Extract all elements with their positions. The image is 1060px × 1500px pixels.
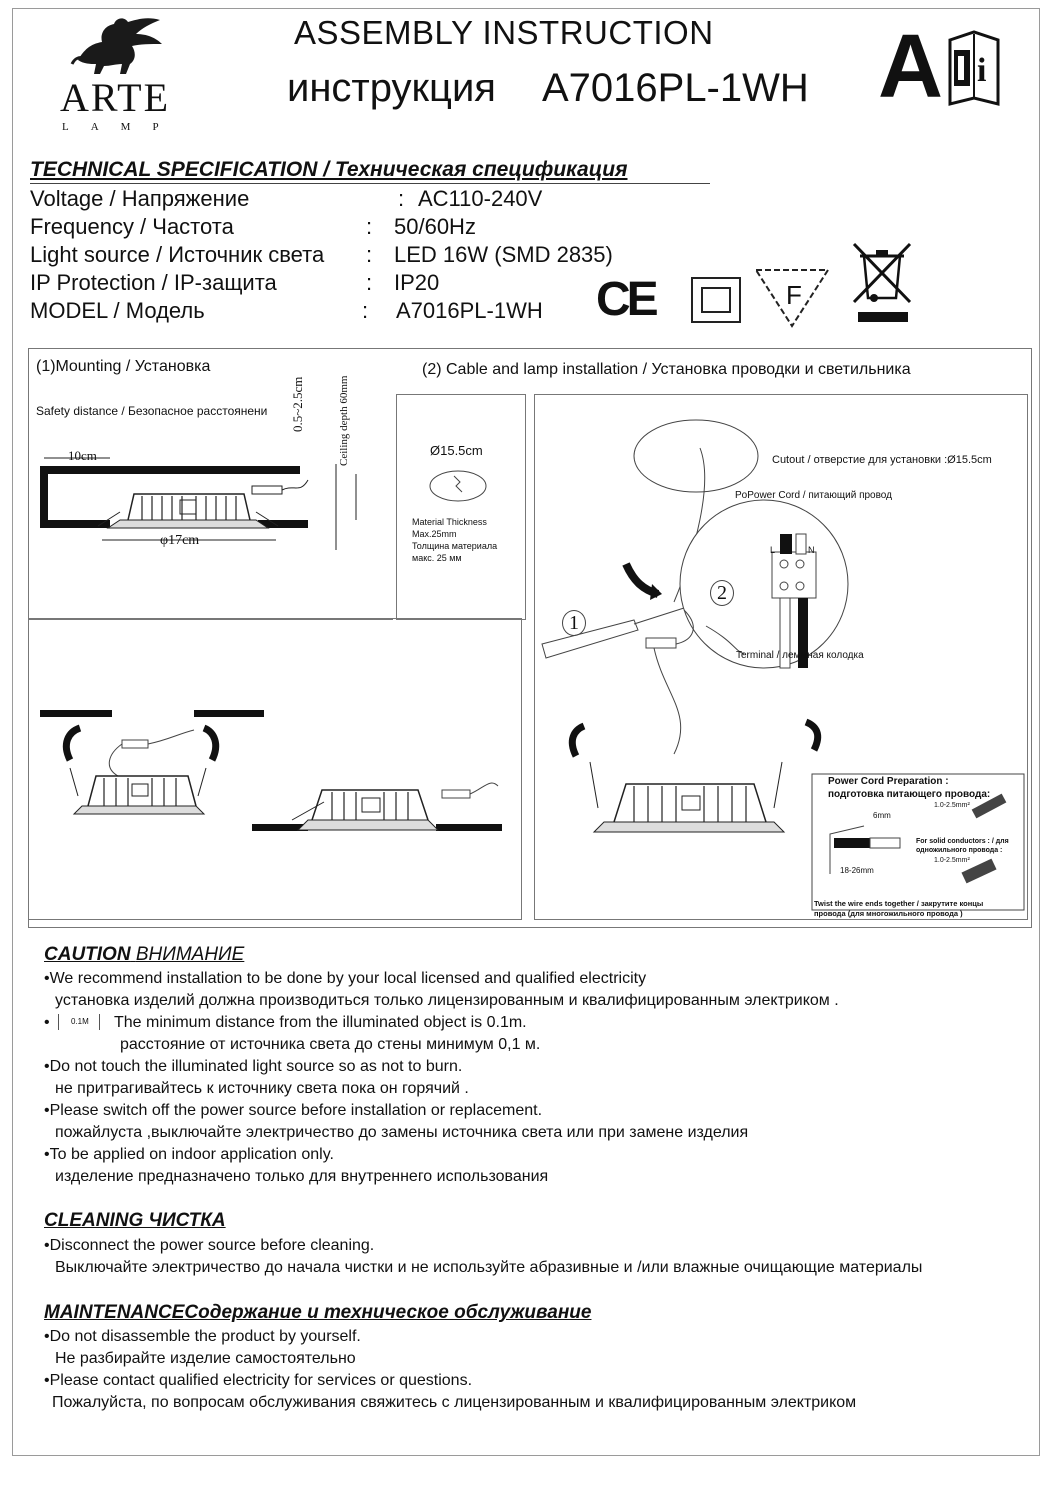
spec-value-light-source: LED 16W (SMD 2835): [394, 242, 613, 267]
ceiling-depth-label: Ceiling depth 60mm: [338, 375, 350, 466]
caution-bullet: •: [44, 1014, 50, 1031]
dim-10cm: 10cm: [68, 448, 97, 463]
info-book-icon: [946, 30, 1002, 110]
ce-mark-icon: CE: [596, 273, 655, 326]
caution-heading-ru: ВНИМАНИЕ: [135, 944, 245, 965]
model-number: A7016PL-1WH: [541, 66, 809, 110]
min-distance-value: 0.1M: [71, 1017, 89, 1026]
terminal-n-label: N: [808, 545, 815, 555]
cleaning-line: •Disconnect the power source before cleaning.: [44, 1237, 375, 1254]
caution-line: изделение предназначено только для внутреннего использования: [55, 1168, 549, 1185]
spec-value-frequency: 50/60Hz: [394, 214, 476, 239]
step-2-label: 2: [710, 580, 734, 606]
document-subtitle: [287, 66, 809, 111]
spec-row-light-source: Light source / Источник света: [30, 242, 325, 267]
strip-6mm: 6mm: [873, 811, 891, 820]
document-title: ASSEMBLY INSTRUCTION: [294, 14, 714, 51]
material-line: макс. 25 мм: [412, 553, 462, 563]
spec-value-ip: IP20: [394, 270, 440, 295]
caution-line: •To be applied on indoor application only.: [44, 1146, 334, 1163]
assembly-letter-icon: A: [878, 17, 943, 117]
spec-label: Voltage / Напряжение: [30, 186, 250, 211]
cutout-label: Cutout / отверстие для установки :Ø15.5cm: [772, 454, 992, 466]
maintenance-line: Не разбирайте изделие самостоятельно: [55, 1350, 356, 1367]
brand-subtitle: LAMP: [62, 121, 181, 133]
spec-heading-rule: [30, 183, 710, 184]
maintenance-line: •Do not disassemble the product by yourself.: [44, 1328, 361, 1345]
material-line: Material Thickness: [412, 517, 487, 527]
wire-size-2: 1.0-2.5mm²: [934, 857, 970, 864]
cleaning-heading: CLEANING ЧИСТКА: [44, 1210, 226, 1231]
f-mark-letter: F: [786, 280, 802, 310]
step-1-label: 1: [562, 610, 586, 636]
terminal-l-label: L: [770, 545, 776, 555]
hole-diameter: Ø15.5cm: [430, 443, 483, 458]
solid-conductor-label-ru: одножильного провода :: [916, 847, 1003, 854]
wire-size-1: 1.0-2.5mm²: [934, 802, 970, 809]
twist-label: Twist the wire ends together / закрутите концы: [814, 899, 984, 908]
brand-wordmark: ARTE: [60, 75, 171, 120]
cord-prep-title-ru: подготовка питающего провода:: [828, 789, 991, 800]
maintenance-heading: [44, 1302, 591, 1324]
mounting-title: (1)Mounting / Установка: [36, 358, 211, 375]
info-letter: i: [977, 52, 987, 89]
cable-title: (2) Cable and lamp installation / Установка проводки и светильника: [422, 361, 911, 378]
spec-row-frequency: Frequency / Частота: [30, 214, 234, 239]
material-thickness-block: [412, 516, 497, 564]
spec-value-model: A7016PL-1WH: [396, 298, 543, 323]
spec-sep: :: [362, 298, 369, 323]
caution-line: установка изделий должна производиться только лицензированным и квалифицированным электриком .: [55, 992, 839, 1009]
subtitle-ru: инструкция: [287, 66, 496, 110]
spec-sep: :: [366, 214, 373, 239]
maintenance-line: Пожалуйста, по вопросам обслуживания свяжитесь с лицензированным и квалифицированным электриком: [52, 1394, 857, 1411]
caution-line: •Do not touch the illuminated light source so as not to burn.: [44, 1058, 463, 1075]
material-line: Max.25mm: [412, 529, 457, 539]
maintenance-heading-ru: Содержание и техническое обслуживание: [184, 1302, 592, 1323]
class-two-insulation-icon: [690, 276, 742, 324]
griffin-logo-icon: [70, 14, 170, 76]
maintenance-line: •Please contact qualified electricity for services or questions.: [44, 1372, 473, 1389]
spec-row-ip: IP Protection / IP-защита: [30, 270, 277, 295]
terminal-label: Terminal / леммная колодка: [736, 650, 864, 661]
power-cord-label: PoPower Cord / питающий провод: [735, 490, 892, 501]
weee-bin-icon: [850, 240, 914, 326]
caution-line: The minimum distance from the illuminated object is 0.1m.: [114, 1014, 527, 1031]
caution-heading: [44, 944, 244, 966]
caution-line: •We recommend installation to be done by your local licensed and qualified electricity: [44, 970, 647, 987]
safety-distance-label: Safety distance / Безопасное расстоянени: [36, 404, 268, 418]
spec-value-voltage: AC110-240V: [418, 186, 543, 211]
spec-sep: :: [398, 186, 405, 211]
cutout-hole-icon: [426, 468, 490, 508]
spec-row-model: MODEL / Модель: [30, 298, 205, 323]
spec-row-voltage: [30, 186, 249, 212]
spec-sep: :: [366, 242, 373, 267]
caution-line: расстояние от источника света до стены минимум 0,1 м.: [120, 1036, 541, 1053]
material-line: Толщина материала: [412, 541, 498, 551]
spec-heading: TECHNICAL SPECIFICATION / Техническая спецификация: [30, 158, 628, 181]
min-distance-icon: [58, 1014, 100, 1030]
spec-sep: :: [366, 270, 373, 295]
lamp-insertion-illustration: [28, 618, 520, 918]
cord-prep-title: Power Cord Preparation :: [828, 776, 949, 787]
dim-gap: 0.5~2.5cm: [290, 376, 305, 432]
caution-heading-en: CAUTION: [44, 944, 131, 965]
caution-line: пожайлуста ,выключайте электричество до замены источника света или при замене изделия: [55, 1124, 749, 1141]
caution-line: •Please switch off the power source before installation or replacement.: [44, 1102, 543, 1119]
solid-conductor-label: For solid conductors : / для: [916, 838, 1009, 845]
dim-17cm: φ17cm: [160, 533, 200, 548]
maintenance-heading-en: MAINTENANCE: [44, 1302, 185, 1323]
twist-label-ru: провода (для многожильного провода ): [814, 909, 963, 918]
caution-line: не притрагивайтесь к источнику света пока он горячий .: [55, 1080, 469, 1097]
strip-18mm: 18-26mm: [840, 866, 874, 875]
cleaning-line: Выключайте электричество до начала чистки и не используйте абразивные и /или влажные очищающие материалы: [55, 1259, 923, 1276]
